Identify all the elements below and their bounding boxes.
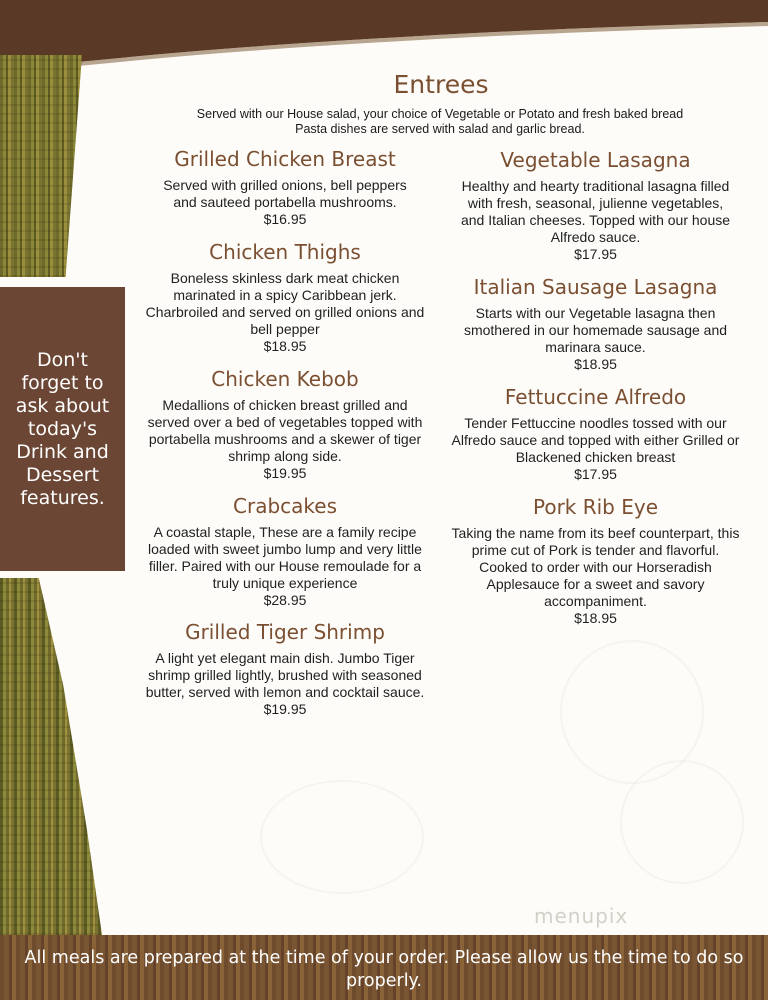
item-description: Tender Fettuccine noodles tossed with our Alfredo sauce and topped with either Grilled or Blackened chicken breast: [451, 415, 740, 465]
menupix-watermark: menupix: [534, 904, 629, 928]
item-name: Chicken Kebob: [211, 367, 359, 391]
menu-item: [448, 384, 743, 483]
item-price: $17.95: [574, 466, 617, 482]
item-name: Grilled Chicken Breast: [174, 147, 396, 171]
menu-item: [448, 147, 743, 263]
background-swirl: [620, 760, 744, 884]
menu-item: [140, 493, 430, 609]
item-name: Pork Rib Eye: [532, 495, 659, 519]
menu-item: [140, 239, 430, 355]
item-price: $18.95: [263, 338, 307, 354]
background-swirl: [260, 780, 424, 894]
item-name: Italian Sausage Lasagna: [473, 275, 718, 299]
top-decorative-band: [0, 0, 768, 80]
section-subtitle-line2: Pasta dishes are served with salad and garlic bread.: [295, 122, 585, 136]
item-name: Grilled Tiger Shrimp: [185, 620, 385, 644]
item-price: $19.95: [263, 465, 307, 481]
item-description: A coastal staple, These are a family recipe loaded with sweet jumbo lump and very little filler. Paired with our House remoulade for a truly unique experience: [148, 524, 422, 591]
item-name: Chicken Thighs: [209, 240, 361, 264]
item-description: Taking the name from its beef counterpart, this prime cut of Pork is tender and flavorful. Cooked to order with our Horseradish Applesauce for a sweet and savory accompaniment.: [451, 525, 740, 609]
menu-item: [448, 494, 743, 627]
item-description: Boneless skinless dark meat chicken marinated in a spicy Caribbean jerk. Charbroiled and served on grilled onions and bell pepper: [145, 270, 425, 337]
promo-text: Don't forget to ask about today's Drink and Dessert features.: [15, 348, 110, 509]
item-description: Served with grilled onions, bell peppers and sauteed portabella mushrooms.: [163, 177, 407, 210]
menu-item: [140, 366, 430, 482]
footer-notice: All meals are prepared at the time of your order. Please allow us the time to do so properly.: [24, 948, 744, 991]
decorative-wood-strip-lower: [0, 578, 102, 935]
menu-item: [140, 146, 430, 228]
item-price: $18.95: [574, 356, 617, 372]
section-title: Entrees: [393, 70, 489, 99]
item-price: $18.95: [574, 610, 617, 626]
decorative-wood-strip-upper: [0, 55, 82, 277]
item-description: Healthy and hearty traditional lasagna filled with fresh, seasonal, julienne vegetables, and Italian cheeses. Topped with our house Alfredo sauce.: [460, 178, 731, 245]
item-name: Crabcakes: [233, 494, 337, 518]
item-description: Starts with our Vegetable lasagna then smothered in our homemade sausage and marinara sauce.: [463, 305, 728, 355]
item-price: $16.95: [263, 211, 307, 227]
promo-box: [0, 287, 125, 571]
item-name: Vegetable Lasagna: [500, 148, 691, 172]
item-price: $28.95: [263, 592, 307, 608]
item-description: A light yet elegant main dish. Jumbo Tiger shrimp grilled lightly, brushed with seasoned butter, served with lemon and cocktail sauce.: [145, 650, 425, 700]
item-description: Medallions of chicken breast grilled and served over a bed of vegetables topped with portabella mushrooms and a skewer of tiger shrimp along side.: [147, 397, 423, 464]
item-name: Fettuccine Alfredo: [504, 385, 687, 409]
item-price: $17.95: [574, 246, 617, 262]
menu-item: [448, 274, 743, 373]
item-price: $19.95: [263, 701, 307, 717]
section-subtitle-line1: Served with our House salad, your choice of Vegetable or Potato and fresh baked bread: [196, 107, 684, 121]
menu-item: [140, 619, 430, 718]
